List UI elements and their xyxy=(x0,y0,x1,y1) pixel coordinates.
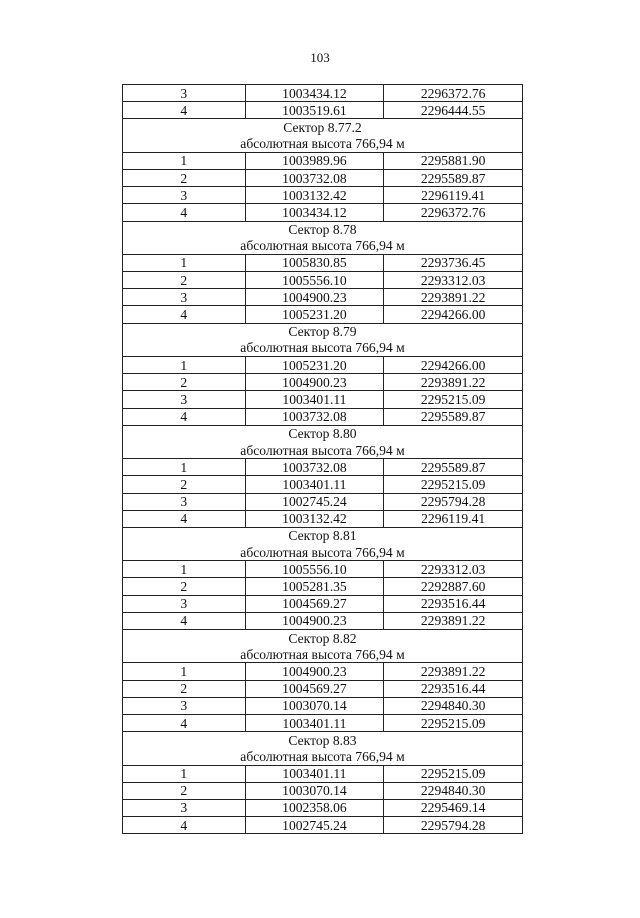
sector-title-row xyxy=(123,630,523,647)
table-row xyxy=(123,152,523,169)
x-coordinate-cell: 1003434.12 xyxy=(245,85,384,102)
table-row xyxy=(123,476,523,493)
table-row xyxy=(123,595,523,612)
x-coordinate-cell: 1003401.11 xyxy=(245,714,384,731)
x-coordinate-cell: 1004900.23 xyxy=(245,374,384,391)
sector-altitude-row xyxy=(123,238,523,255)
point-number-cell: 4 xyxy=(123,612,246,629)
x-coordinate-cell: 1002745.24 xyxy=(245,817,384,834)
sector-altitude-row xyxy=(123,340,523,357)
point-number-cell: 4 xyxy=(123,817,246,834)
sector-title-row xyxy=(123,732,523,749)
table-row xyxy=(123,391,523,408)
coordinates-table xyxy=(122,84,523,834)
sector-title-row xyxy=(123,119,523,136)
point-number-cell: 1 xyxy=(123,663,246,680)
x-coordinate-cell: 1003732.08 xyxy=(245,169,384,186)
y-coordinate-cell: 2295215.09 xyxy=(384,714,523,731)
table-row xyxy=(123,357,523,374)
table-row xyxy=(123,697,523,714)
y-coordinate-cell: 2293891.22 xyxy=(384,289,523,306)
point-number-cell: 1 xyxy=(123,765,246,782)
table-row xyxy=(123,204,523,221)
sector-title-row xyxy=(123,425,523,442)
y-coordinate-cell: 2293736.45 xyxy=(384,254,523,271)
y-coordinate-cell: 2296372.76 xyxy=(384,85,523,102)
point-number-cell: 3 xyxy=(123,595,246,612)
x-coordinate-cell: 1005556.10 xyxy=(245,272,384,289)
table-row xyxy=(123,272,523,289)
y-coordinate-cell: 2294840.30 xyxy=(384,782,523,799)
sector-altitude: абсолютная высота 766,94 м xyxy=(123,340,523,357)
y-coordinate-cell: 2293891.22 xyxy=(384,374,523,391)
y-coordinate-cell: 2293312.03 xyxy=(384,561,523,578)
point-number-cell: 2 xyxy=(123,374,246,391)
table-row xyxy=(123,408,523,425)
point-number-cell: 1 xyxy=(123,152,246,169)
y-coordinate-cell: 2295881.90 xyxy=(384,152,523,169)
table-row xyxy=(123,374,523,391)
table-row xyxy=(123,578,523,595)
x-coordinate-cell: 1003132.42 xyxy=(245,510,384,527)
sector-title: Сектор 8.78 xyxy=(123,221,523,238)
y-coordinate-cell: 2295794.28 xyxy=(384,493,523,510)
point-number-cell: 3 xyxy=(123,697,246,714)
table-row xyxy=(123,459,523,476)
sector-altitude-row xyxy=(123,544,523,561)
table-row xyxy=(123,289,523,306)
table-row xyxy=(123,561,523,578)
point-number-cell: 2 xyxy=(123,680,246,697)
table-row xyxy=(123,85,523,102)
point-number-cell: 3 xyxy=(123,391,246,408)
y-coordinate-cell: 2296444.55 xyxy=(384,102,523,119)
sector-altitude: абсолютная высота 766,94 м xyxy=(123,442,523,459)
x-coordinate-cell: 1004900.23 xyxy=(245,663,384,680)
sector-title: Сектор 8.80 xyxy=(123,425,523,442)
sector-altitude: абсолютная высота 766,94 м xyxy=(123,748,523,765)
point-number-cell: 4 xyxy=(123,408,246,425)
y-coordinate-cell: 2292887.60 xyxy=(384,578,523,595)
y-coordinate-cell: 2295589.87 xyxy=(384,459,523,476)
point-number-cell: 3 xyxy=(123,493,246,510)
point-number-cell: 3 xyxy=(123,799,246,816)
x-coordinate-cell: 1003401.11 xyxy=(245,476,384,493)
table-row xyxy=(123,680,523,697)
y-coordinate-cell: 2293312.03 xyxy=(384,272,523,289)
x-coordinate-cell: 1002745.24 xyxy=(245,493,384,510)
x-coordinate-cell: 1004569.27 xyxy=(245,595,384,612)
point-number-cell: 1 xyxy=(123,561,246,578)
sector-title: Сектор 8.77.2 xyxy=(123,119,523,136)
x-coordinate-cell: 1004900.23 xyxy=(245,612,384,629)
sector-title-row xyxy=(123,323,523,340)
sector-title-row xyxy=(123,221,523,238)
x-coordinate-cell: 1004900.23 xyxy=(245,289,384,306)
coordinates-table-body xyxy=(123,85,523,834)
sector-altitude: абсолютная высота 766,94 м xyxy=(123,238,523,255)
sector-title: Сектор 8.79 xyxy=(123,323,523,340)
x-coordinate-cell: 1003732.08 xyxy=(245,459,384,476)
point-number-cell: 4 xyxy=(123,714,246,731)
x-coordinate-cell: 1005231.20 xyxy=(245,306,384,323)
x-coordinate-cell: 1005830.85 xyxy=(245,254,384,271)
point-number-cell: 4 xyxy=(123,102,246,119)
y-coordinate-cell: 2295469.14 xyxy=(384,799,523,816)
x-coordinate-cell: 1005231.20 xyxy=(245,357,384,374)
y-coordinate-cell: 2293516.44 xyxy=(384,595,523,612)
sector-altitude: абсолютная высота 766,94 м xyxy=(123,136,523,153)
sector-altitude: абсолютная высота 766,94 м xyxy=(123,646,523,663)
x-coordinate-cell: 1003732.08 xyxy=(245,408,384,425)
y-coordinate-cell: 2295215.09 xyxy=(384,476,523,493)
table-row xyxy=(123,817,523,834)
point-number-cell: 1 xyxy=(123,357,246,374)
y-coordinate-cell: 2295589.87 xyxy=(384,169,523,186)
page-number: 103 xyxy=(310,50,330,65)
point-number-cell: 2 xyxy=(123,272,246,289)
sector-altitude: абсолютная высота 766,94 м xyxy=(123,544,523,561)
sector-altitude-row xyxy=(123,646,523,663)
x-coordinate-cell: 1003401.11 xyxy=(245,391,384,408)
x-coordinate-cell: 1003989.96 xyxy=(245,152,384,169)
table-row xyxy=(123,254,523,271)
table-row xyxy=(123,612,523,629)
sector-altitude-row xyxy=(123,748,523,765)
y-coordinate-cell: 2296372.76 xyxy=(384,204,523,221)
y-coordinate-cell: 2296119.41 xyxy=(384,510,523,527)
sector-title-row xyxy=(123,527,523,544)
x-coordinate-cell: 1003132.42 xyxy=(245,187,384,204)
x-coordinate-cell: 1003070.14 xyxy=(245,782,384,799)
table-row xyxy=(123,663,523,680)
point-number-cell: 2 xyxy=(123,782,246,799)
x-coordinate-cell: 1002358.06 xyxy=(245,799,384,816)
table-row xyxy=(123,187,523,204)
y-coordinate-cell: 2293516.44 xyxy=(384,680,523,697)
table-row xyxy=(123,102,523,119)
table-row xyxy=(123,169,523,186)
y-coordinate-cell: 2293891.22 xyxy=(384,663,523,680)
table-row xyxy=(123,765,523,782)
sector-altitude-row xyxy=(123,136,523,153)
x-coordinate-cell: 1003401.11 xyxy=(245,765,384,782)
y-coordinate-cell: 2295215.09 xyxy=(384,765,523,782)
point-number-cell: 3 xyxy=(123,289,246,306)
x-coordinate-cell: 1005281.35 xyxy=(245,578,384,595)
y-coordinate-cell: 2294266.00 xyxy=(384,306,523,323)
point-number-cell: 1 xyxy=(123,459,246,476)
sector-title: Сектор 8.81 xyxy=(123,527,523,544)
point-number-cell: 3 xyxy=(123,85,246,102)
y-coordinate-cell: 2295794.28 xyxy=(384,817,523,834)
x-coordinate-cell: 1004569.27 xyxy=(245,680,384,697)
x-coordinate-cell: 1005556.10 xyxy=(245,561,384,578)
x-coordinate-cell: 1003434.12 xyxy=(245,204,384,221)
y-coordinate-cell: 2294840.30 xyxy=(384,697,523,714)
table-row xyxy=(123,510,523,527)
y-coordinate-cell: 2296119.41 xyxy=(384,187,523,204)
table-row xyxy=(123,782,523,799)
y-coordinate-cell: 2294266.00 xyxy=(384,357,523,374)
sector-title: Сектор 8.82 xyxy=(123,630,523,647)
table-row xyxy=(123,306,523,323)
y-coordinate-cell: 2293891.22 xyxy=(384,612,523,629)
x-coordinate-cell: 1003070.14 xyxy=(245,697,384,714)
point-number-cell: 2 xyxy=(123,476,246,493)
point-number-cell: 2 xyxy=(123,578,246,595)
x-coordinate-cell: 1003519.61 xyxy=(245,102,384,119)
table-row xyxy=(123,714,523,731)
point-number-cell: 2 xyxy=(123,169,246,186)
sector-title: Сектор 8.83 xyxy=(123,732,523,749)
point-number-cell: 4 xyxy=(123,204,246,221)
sector-altitude-row xyxy=(123,442,523,459)
point-number-cell: 3 xyxy=(123,187,246,204)
point-number-cell: 4 xyxy=(123,510,246,527)
point-number-cell: 4 xyxy=(123,306,246,323)
y-coordinate-cell: 2295589.87 xyxy=(384,408,523,425)
y-coordinate-cell: 2295215.09 xyxy=(384,391,523,408)
table-row xyxy=(123,799,523,816)
point-number-cell: 1 xyxy=(123,254,246,271)
table-row xyxy=(123,493,523,510)
